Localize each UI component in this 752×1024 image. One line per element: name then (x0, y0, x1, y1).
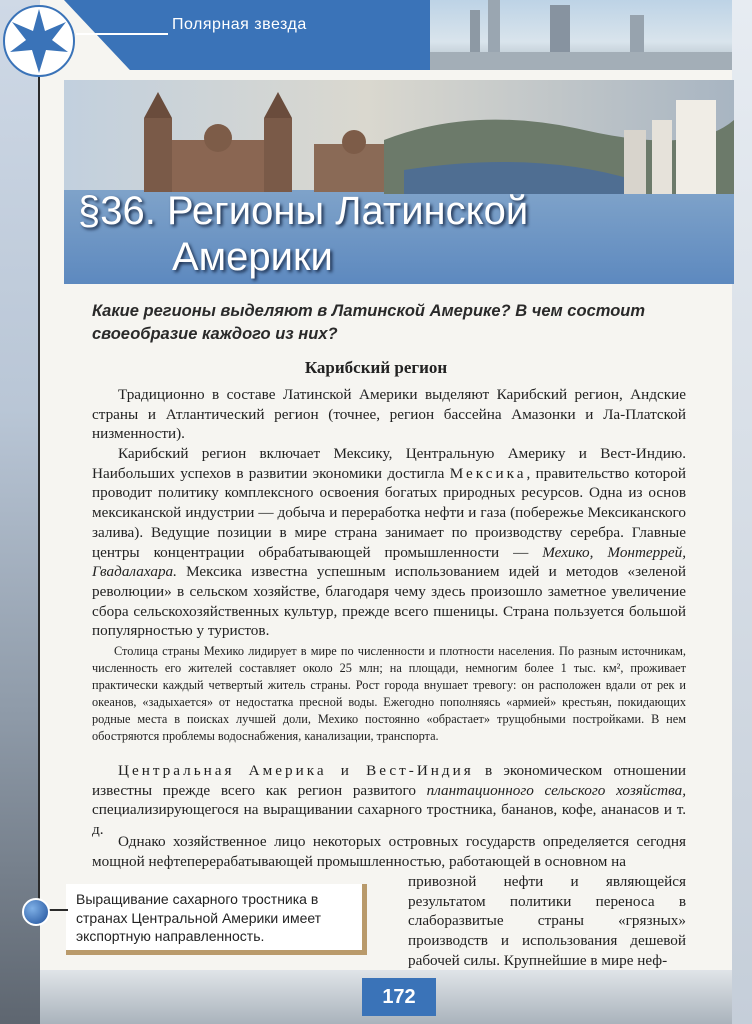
chapter-title-line1: §36. Регионы Латинской (78, 189, 529, 233)
paragraph-4: Однако хозяйственное лицо некоторых островных государств определяется сегодня мощной нефтеперерабатывающей промышленностью, работающей в основном на (92, 833, 686, 870)
paragraph-1: Традиционно в составе Латинской Америки выделяют Карибский регион, Андские страны и Атлантический регион (точнее, регион бассейна Амазонки и Ла-Платской низменности). (92, 386, 686, 443)
left-decor-strip (0, 0, 40, 1024)
series-title: Полярная звезда (172, 16, 307, 33)
paragraph-3-italic: плантационного сельского хозяйства, (426, 781, 686, 799)
section-heading: Карибский регион (304, 358, 448, 377)
paragraph-2-part-c: Мексика известна успешным использованием идей и методов «зеленой революции» в сельском хозяйстве, благодаря чему здесь произошло заметное увеличение сбора сельскохозяйственных культур, прежде всего пшеницы. Страна пользуется большой популярностью у туристов. (92, 563, 686, 640)
star-icon (2, 4, 76, 78)
note-text: Выращивание сахарного тростника в странах Центральной Америки имеет экспортную направленность. (76, 891, 322, 944)
coastline-icon (384, 100, 734, 194)
paragraph-3 (92, 761, 686, 840)
paragraph-2-italic: Мехико, Монтеррей, Гвадалахара. (92, 543, 686, 581)
chapter-banner (64, 80, 734, 284)
paragraph-2-part-b: , правительство которой проводит политику комплексного освоения богатых природных ресурсов. Одна из основ мексиканской индустрии — добыча и переработка нефти и газа (побережье Мексиканского залива). Ведущие позиции в мире страна занимает по производству серебра. Главные центры концентрации обрабатывающей промышленности — (92, 464, 686, 561)
paragraph-3-part-a: в экономическом отношении известны прежде всего как регион развитого (92, 762, 687, 799)
header-city-photo (430, 0, 732, 70)
small-print-block: Столица страны Мехико лидирует в мире по численности и плотности населения. По разным источникам, численность его жителей составляет около 25 млн; на площади, немногим более 1 тыс. км², проживает практически каждый четвертый житель страны. Рост города внушает тревогу: он расположен вдали от рек и океанов, «задыхается» от недостатка пресной воды. Ежегодно пополняясь «армией» крестьян, покидающих родные места в поисках лучшей доли, Мехико постоянно «обрастает» трущобными постройками. В нем обостряются проблемы водоснабжения, канализации, транспорта. (92, 644, 686, 743)
header-band (64, 0, 430, 70)
skyline-icon (430, 0, 732, 70)
chapter-title-line2: Америки (172, 235, 333, 279)
chapter-title (78, 188, 528, 280)
paragraph-4-side: привозной нефти и являющейся результатом политики переноса в слаборазвитые страны «грязных» производств и использования дешевой рабочей силы. Крупнейшие в мире неф- (408, 873, 686, 969)
paragraph-2 (92, 444, 686, 641)
left-vertical-rule (38, 30, 40, 910)
cathedral-icon (104, 88, 404, 192)
paragraph-3-part-b: специализирующегося на выращивании сахарного тростника, бананов, кофе, ананасов и т. д. (92, 801, 686, 839)
paragraph-2-spaced: Мексика (449, 464, 527, 482)
page-number: 172 (362, 978, 436, 1016)
right-decor-strip (732, 0, 752, 1024)
bullet-icon (22, 898, 50, 926)
paragraph-2-part-a: Карибский регион включает Мексику, Центральную Америку и Вест-Индию. Наибольших успехов в развитии экономики достигла (92, 445, 686, 482)
lead-question: Какие регионы выделяют в Латинской Америке? В чем состоит своеобразие каждого из них? (92, 302, 646, 343)
paragraph-3-spaced: Центральная Америка и Вест-Индия (118, 762, 474, 779)
header-rule (76, 33, 168, 35)
